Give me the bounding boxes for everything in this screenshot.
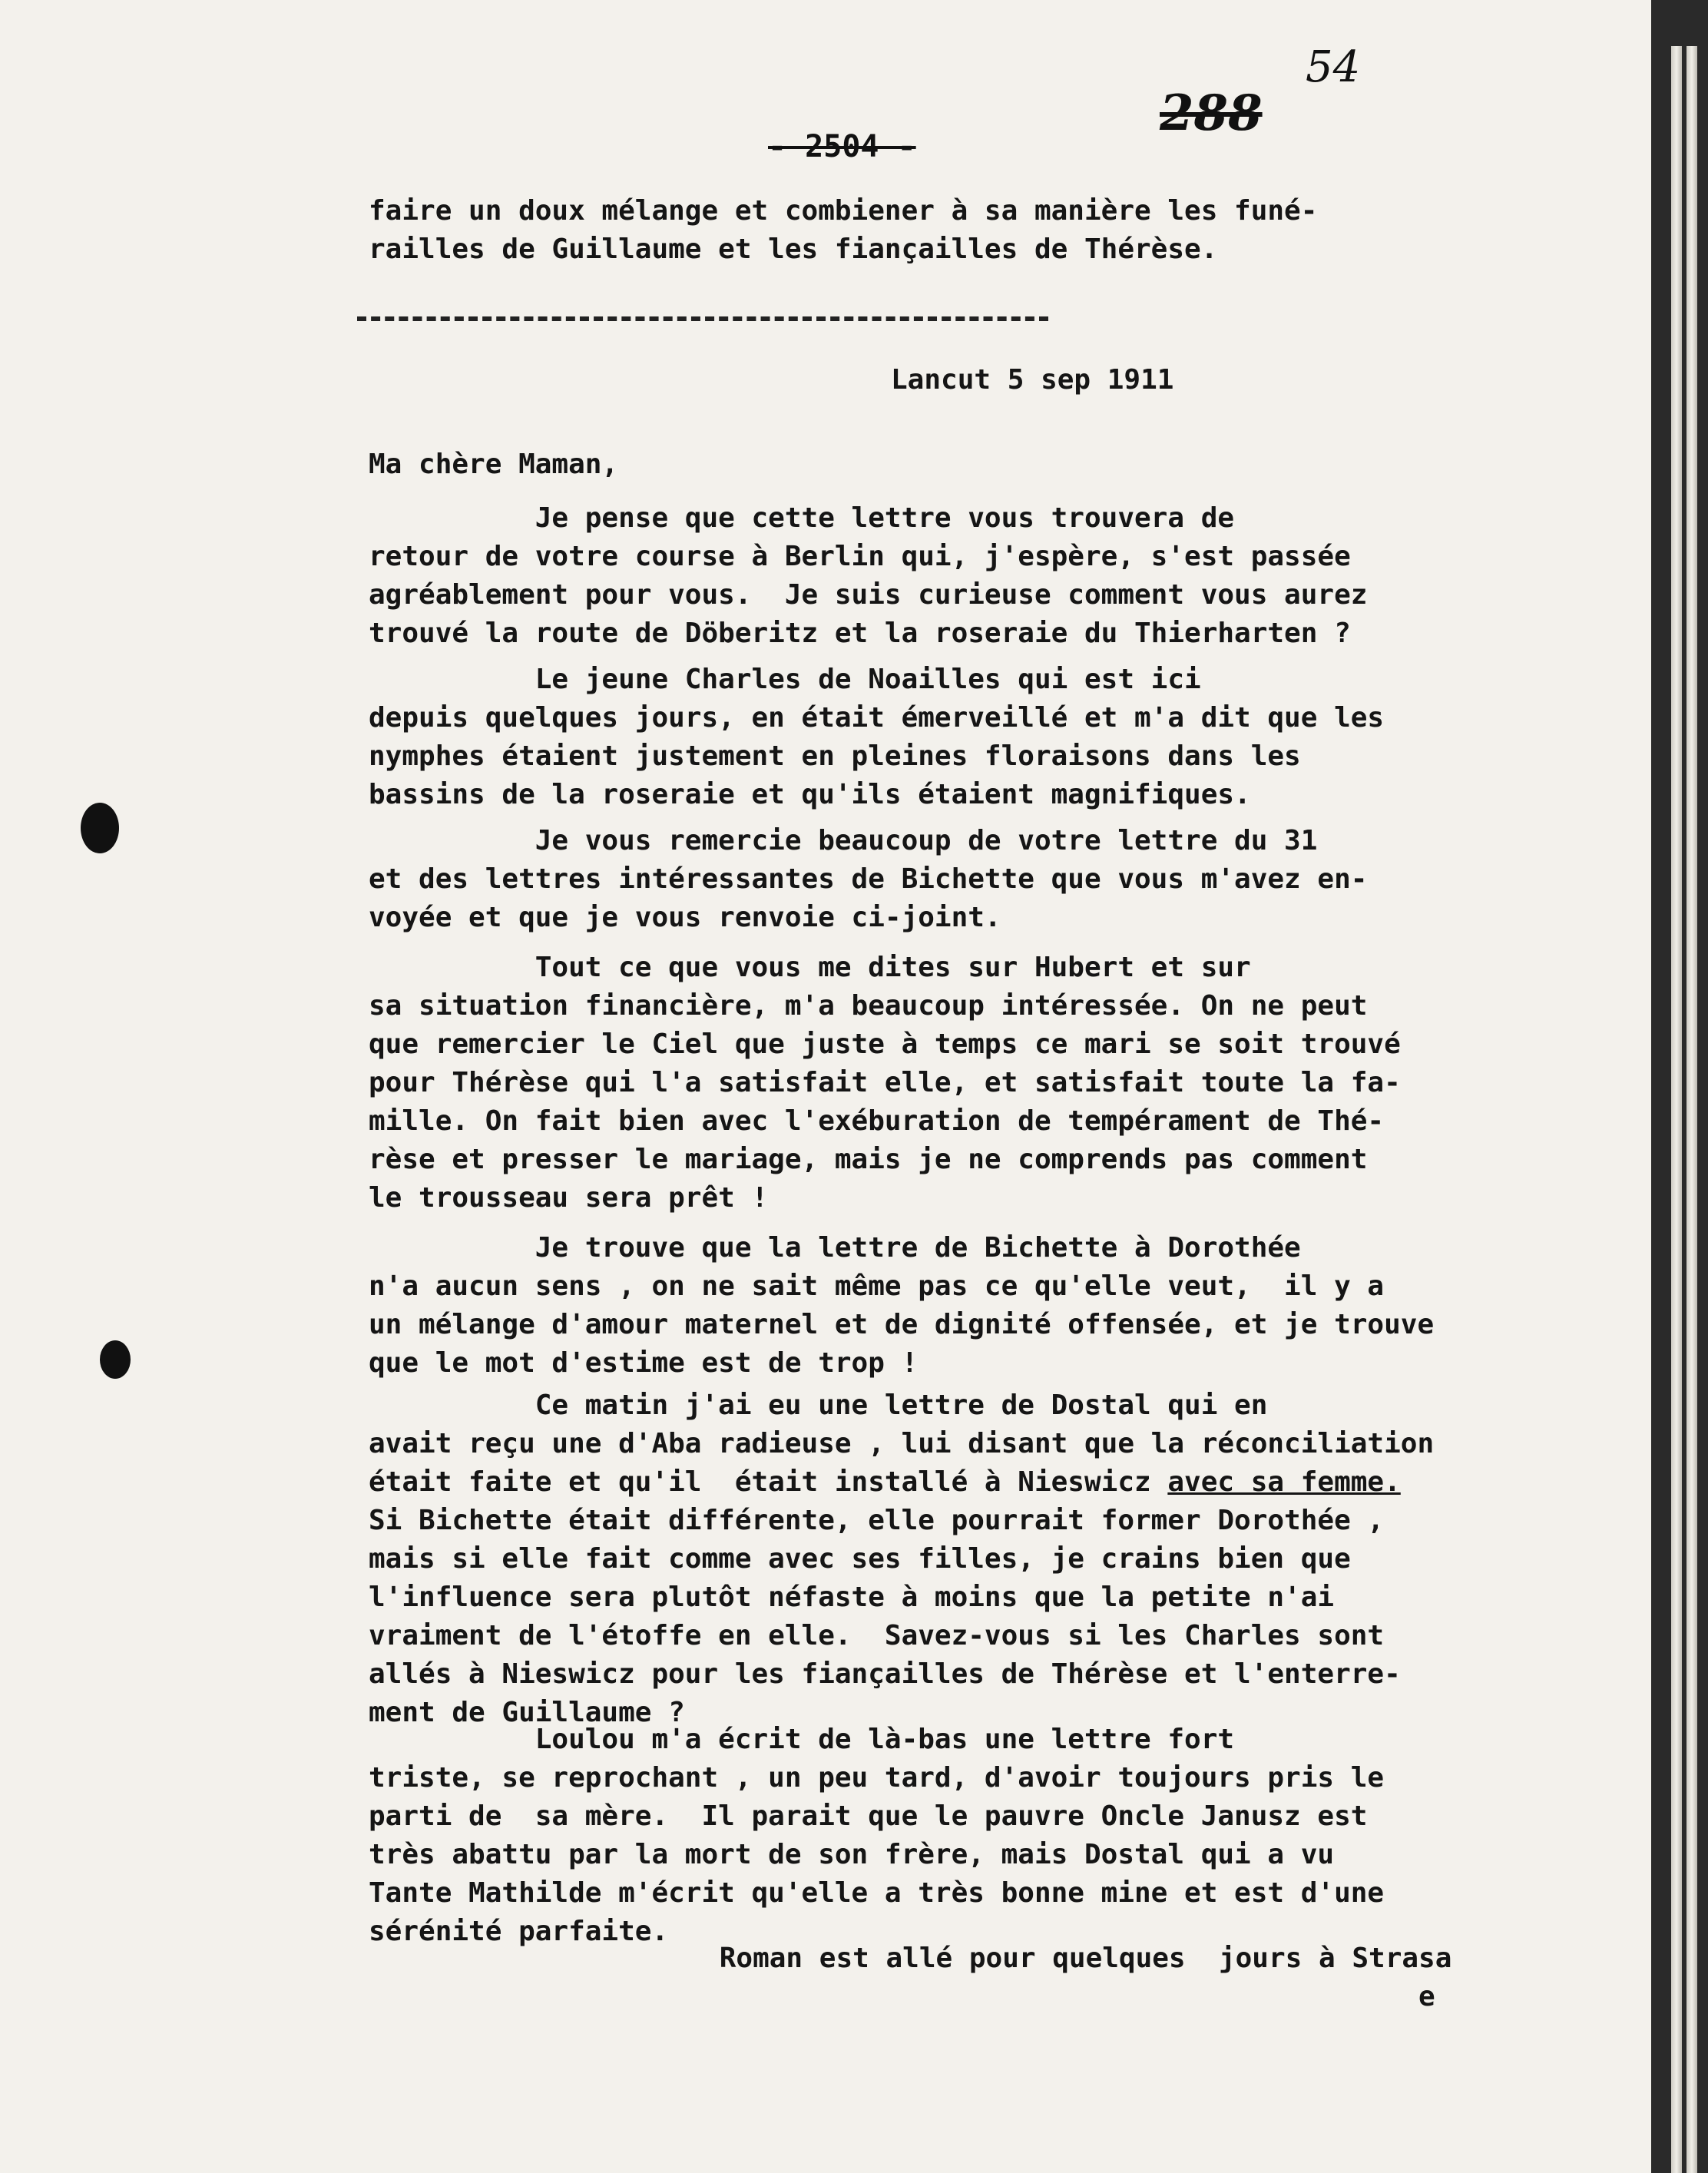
paragraph-line: avait reçu une d'Aba radieuse , lui disant que la réconciliation [369,1428,1435,1459]
closing-line: e [553,1981,1435,2012]
paragraph-line: mais si elle fait comme avec ses filles, je crains bien que [369,1543,1351,1575]
paragraph-line: Loulou m'a écrit de là-bas une lettre fort [369,1724,1235,1755]
intro-line: faire un doux mélange et combiener à sa manière les funé- [369,195,1318,227]
paragraph-line: un mélange d'amour maternel et de dignité offensée, et je trouve [369,1309,1435,1340]
paragraph-line: et des lettres intéressantes de Bichette que vous m'avez en- [369,863,1368,895]
paragraph-line: ment de Guillaume ? [369,1697,685,1728]
paragraph-line: parti de sa mère. Il parait que le pauvre Oncle Janusz est [369,1800,1368,1832]
paragraph-line: agréablement pour vous. Je suis curieuse comment vous aurez [369,579,1368,611]
paragraph-line: que le mot d'estime est de trop ! [369,1347,919,1379]
paragraph-line: retour de votre course à Berlin qui, j'espère, s'est passée [369,541,1351,572]
separator-rule [357,316,1048,321]
paragraph-line: mille. On fait bien avec l'exéburation de tempérament de Thé- [369,1105,1385,1137]
paragraph-line: très abattu par la mort de son frère, mais Dostal qui a vu [369,1839,1335,1870]
paragraph-line: Si Bichette était différente, elle pourrait former Dorothée , [369,1505,1385,1536]
paragraph-line: rèse et presser le mariage, mais je ne comprends pas comment [369,1144,1368,1175]
paragraph-line: depuis quelques jours, en était émerveillé et m'a dit que les [369,702,1385,734]
paragraph-line: était faite et qu'il était installé à Nieswicz avec sa femme. [369,1466,1401,1498]
paragraph-line: nymphes étaient justement en pleines floraisons dans les [369,740,1301,772]
paragraph-line: Ce matin j'ai eu une lettre de Dostal qui en [369,1390,1268,1421]
page-stamp-number [768,129,916,164]
paragraph-line: Tante Mathilde m'écrit qu'elle a très bonne mine et est d'une [369,1877,1385,1909]
paragraph-line: Je trouve que la lettre de Bichette à Dorothée [369,1232,1301,1264]
paragraph-line: Je vous remercie beaucoup de votre lettre du 31 [369,825,1318,856]
paragraph-line: bassins de la roseraie et qu'ils étaient magnifiques. [369,779,1251,810]
paragraph-line: triste, se reprochant , un peu tard, d'avoir toujours pris le [369,1762,1385,1794]
place-date: Lancut 5 sep 1911 [891,364,1174,396]
paragraph-line: pour Thérèse qui l'a satisfait elle, et satisfait toute la fa- [369,1067,1401,1098]
intro-line: railles de Guillaume et les fiançailles de Thérèse. [369,234,1218,265]
paragraph-line: Tout ce que vous me dites sur Hubert et sur [369,952,1251,983]
handwritten-folio: 288 [1160,84,1263,142]
salutation: Ma chère Maman, [369,449,619,480]
paragraph-line: Le jeune Charles de Noailles qui est ici [369,664,1201,695]
handwritten-number: 54 [1306,42,1361,92]
paragraph-line: l'influence sera plutôt néfaste à moins que la petite n'ai [369,1582,1335,1613]
paragraph-line: vraiment de l'étoffe en elle. Savez-vous si les Charles sont [369,1620,1385,1651]
paragraph-line: n'a aucun sens , on ne sait même pas ce qu'elle veut, il y a [369,1270,1385,1302]
paragraph-line: que remercier le Ciel que juste à temps ce mari se soit trouvé [369,1029,1401,1060]
underlined-phrase: avec sa femme. [1167,1466,1401,1498]
paragraph-line: le trousseau sera prêt ! [369,1182,769,1214]
paragraph-line: voyée et que je vous renvoie ci-joint. [369,902,1001,933]
paragraph-line: trouvé la route de Döberitz et la roseraie du Thierharten ? [369,618,1351,649]
paragraph-line: sérénité parfaite. [369,1916,669,1947]
closing-line: Roman est allé pour quelques jours à Strasa [553,1943,1452,1974]
paragraph-line: sa situation financière, m'a beaucoup intéressée. On ne peut [369,990,1368,1022]
page-number-text: - 2504 - [768,129,916,164]
punch-hole [100,1340,131,1379]
paragraph-line: allés à Nieswicz pour les fiançailles de Thérèse et l'enterre- [369,1658,1401,1690]
paragraph-line: Je pense que cette lettre vous trouvera de [369,502,1235,534]
punch-hole [81,803,119,853]
